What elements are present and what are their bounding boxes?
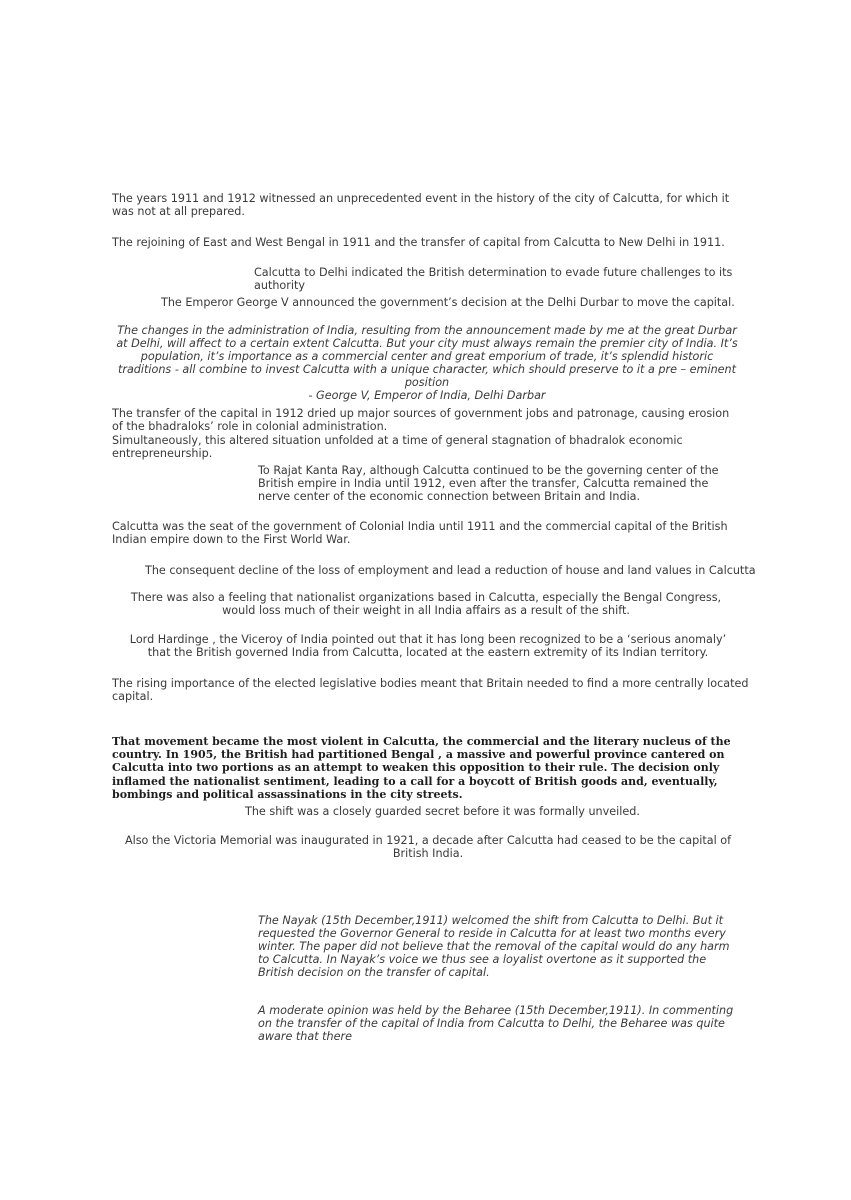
quote-text: The changes in the administration of India, resulting from the announcement made by me at the great Durbar at Delhi, will affect to a certain extent Calcutta. But your city must always remain the premier city of India. It’s population, it’s importance as a commercial center and great emporium of trade, it’s splendid historic traditions - all combine to invest Calcutta with a unique character, which should preserve to it a pre – eminent position <box>116 324 738 389</box>
paragraph-british-determination: Calcutta to Delhi indicated the British determination to evade future challenges to its authority <box>254 266 733 292</box>
paragraph-beharee: A moderate opinion was held by the Beharee (15th December,1911). In commenting on the transfer of the capital of India from Calcutta to Delhi, the Beharee was quite aware that there <box>258 1004 734 1043</box>
paragraph-intro: The years 1911 and 1912 witnessed an unprecedented event in the history of the city of Calcutta, for which it was not at all prepared. <box>112 192 730 218</box>
paragraph-decline: The consequent decline of the loss of employment and lead a reduction of house and land values in Calcutta <box>145 564 756 577</box>
paragraph-rejoining: The rejoining of East and West Bengal in 1911 and the transfer of capital from Calcutta to New Delhi in 1911. <box>112 236 725 249</box>
paragraph-stagnation: Simultaneously, this altered situation unfolded at a time of general stagnation of bhadralok economic entrepreneurship. <box>112 434 683 460</box>
paragraph-transfer-effects: The transfer of the capital in 1912 dried up major sources of government jobs and patronage, causing erosion of the bhadraloks’ role in colonial administration. <box>112 407 730 433</box>
paragraph-victoria-memorial: Also the Victoria Memorial was inaugurated in 1921, a decade after Calcutta had ceased to be the capital of British India. <box>124 834 732 860</box>
paragraph-nayak: The Nayak (15th December,1911) welcomed the shift from Calcutta to Delhi. But it requested the Governor General to reside in Calcutta for at least two months every winter. The paper did not believe that the removal of the capital would do any harm to Calcutta. In Nayak’s voice we thus see a loyalist overtone as it supported the British decision on the transfer of capital. <box>258 914 730 979</box>
paragraph-legislative-bodies: The rising importance of the elected legislative bodies meant that Britain needed to find a more centrally located capital. <box>112 677 749 703</box>
paragraph-nationalist-feeling: There was also a feeling that nationalist organizations based in Calcutta, especially the Bengal Congress, would loss much of their weight in all India affairs as a result of the shift. <box>130 591 722 617</box>
paragraph-rajat-kanta-ray: To Rajat Kanta Ray, although Calcutta continued to be the governing center of the British empire in India until 1912, even after the transfer, Calcutta remained the nerve center of the economic connection between Britain and India. <box>258 464 719 503</box>
paragraph-seat-of-government: Calcutta was the seat of the government of Colonial India until 1911 and the commercial capital of the British Indian empire down to the First World War. <box>112 520 728 546</box>
paragraph-movement-bold: That movement became the most violent in Calcutta, the commercial and the literary nucleus of the country. In 1905, the British had partitioned Bengal , a massive and powerful province cantered on Calcutta into two portions as an attempt to weaken this opposition to their rule. The decision only inflamed the nationalist sentiment, leading to a call for a boycott of British goods and, eventually, bombings and political assassinations in the city streets. <box>112 735 731 801</box>
quote-george-v <box>116 324 738 402</box>
paragraph-guarded-secret: The shift was a closely guarded secret before it was formally unveiled. <box>245 805 640 818</box>
quote-attribution: - George V, Emperor of India, Delhi Darbar <box>308 389 546 402</box>
paragraph-emperor-announcement: The Emperor George V announced the government’s decision at the Delhi Durbar to move the capital. <box>161 296 735 309</box>
paragraph-lord-hardinge: Lord Hardinge , the Viceroy of India pointed out that it has long been recognized to be a ‘serious anomaly’ that the British governed India from Calcutta, located at the eastern extremity of its Indian territory. <box>129 633 727 659</box>
